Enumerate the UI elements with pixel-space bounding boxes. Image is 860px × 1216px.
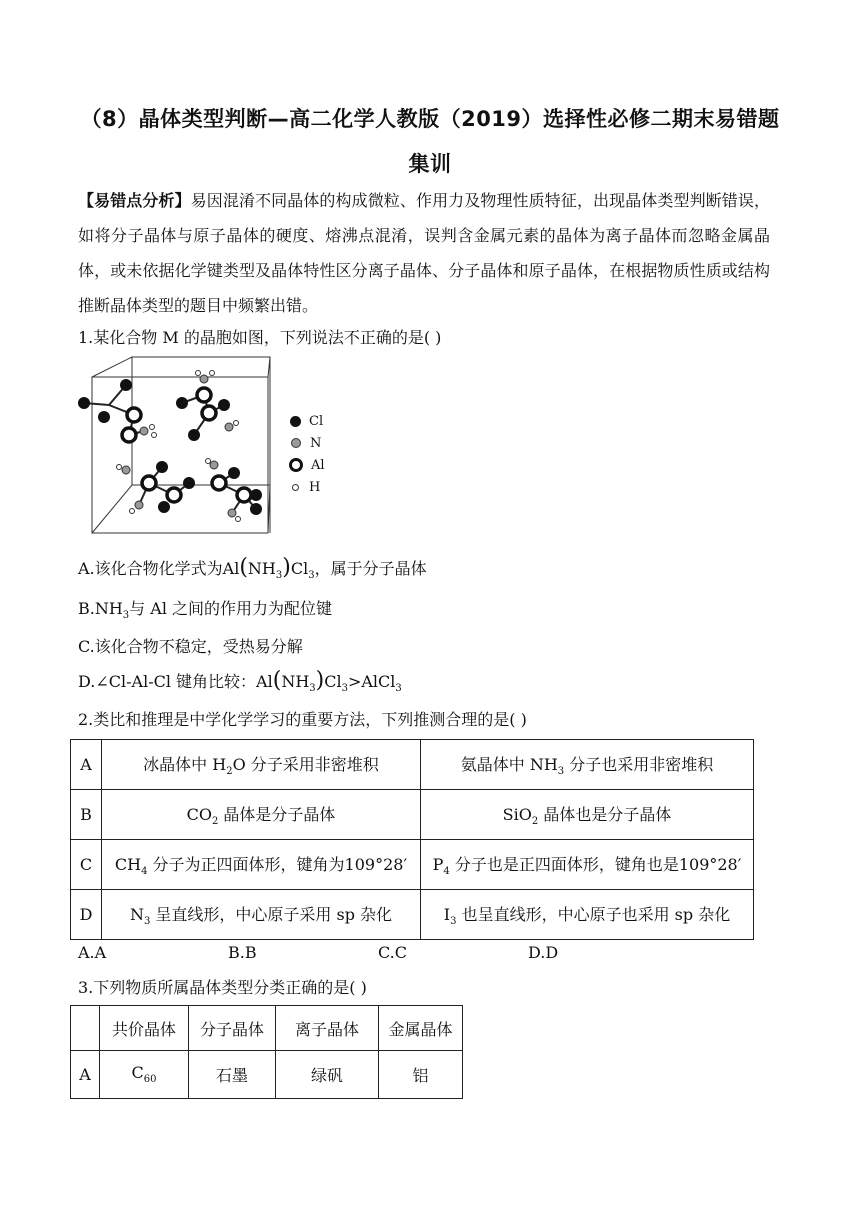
molecule-cluster-top-left — [78, 379, 157, 442]
n-atom-icon — [291, 438, 301, 448]
q2-choice-a: A.A — [78, 943, 107, 962]
page-title-continued: 集训 — [408, 152, 452, 176]
legend-item-n: N — [290, 432, 350, 454]
analysis-text: 易因混淆不同晶体的构成微粒、作用力及物理性质特征，出现晶体类型判断错误，如将分子晶体与原子晶体的硬度、熔沸点混淆，误判含金属元素的晶体为离子晶体而忽略金属晶体，或未依据化学键类型及晶体特性区分离子晶体、分子晶体和原子晶体，在根据物质性质或结构推断晶体类型的题目中频繁出错。 — [78, 191, 770, 315]
q1-option-b: $B.NH_3$与 Al 之间的作用力为配位键 — [78, 599, 333, 622]
figure-legend — [290, 410, 350, 498]
analysis-label: 【易错点分析】 — [78, 191, 191, 210]
question-2-stem: 2.类比和推理是中学化学学习的重要方法，下列推测合理的是( ) — [78, 710, 527, 729]
q2-choice-d: D.D — [528, 943, 559, 962]
legend-item-al: Al — [290, 454, 350, 476]
question-3-stem: 3.下列物质所属晶体类型分类正确的是( ) — [78, 978, 367, 997]
table-header-row: 共价晶体 分子晶体 离子晶体 金属晶体 — [71, 1006, 463, 1051]
table-row: A $C_{60}$ 石墨 绿矾 铝 — [71, 1051, 463, 1099]
table-row: C $CH_4$ 分子为正四面体形，键角为109°28′ $P_4$ 分子也是正四面体形，键角也是109°28′ — [71, 840, 754, 890]
question-1-stem: 1.某化合物 M 的晶胞如图，下列说法不正确的是( ) — [78, 328, 442, 347]
q3-classification-table — [70, 1005, 463, 1099]
q1-option-a: A.该化合物化学式为$Al(NH_3)Cl_3$，属于分子晶体 — [78, 555, 427, 582]
table-row: D $N_3$ 呈直线形，中心原子采用 sp 杂化 $I_3$ 也呈直线形，中心原子也采用 sp 杂化 — [71, 890, 754, 940]
table-row: A 冰晶体中 $H_2O$ 分子采用非密堆积 氨晶体中 $NH_3$ 分子也采用非密堆积 — [71, 740, 754, 790]
legend-item-h: H — [290, 476, 350, 498]
q2-choice-c: C.C — [378, 943, 407, 962]
q2-comparison-table — [70, 739, 754, 940]
q2-choice-b: B.B — [228, 943, 257, 962]
q1-option-c: C.该化合物不稳定，受热易分解 — [78, 637, 303, 656]
error-analysis-paragraph — [78, 183, 770, 323]
legend-item-cl: Cl — [290, 410, 350, 432]
page-title: （8）晶体类型判断—高二化学人教版（2019）选择性必修二期末易错题 — [80, 107, 780, 131]
h-atom-icon — [292, 484, 299, 491]
table-row: B $CO_2$ 晶体是分子晶体 SiO$_2$ 晶体也是分子晶体 — [71, 790, 754, 840]
cl-atom-icon — [290, 416, 301, 427]
molecule-cluster-bottom-left — [117, 461, 196, 514]
al-atom-icon — [289, 458, 303, 472]
molecule-cluster-top-right — [176, 371, 239, 442]
molecule-cluster-bottom-right — [206, 459, 263, 522]
q1-option-d: D.∠Cl-Al-Cl 键角比较：$Al(NH_3)Cl_3>AlCl_3$ — [78, 668, 402, 695]
